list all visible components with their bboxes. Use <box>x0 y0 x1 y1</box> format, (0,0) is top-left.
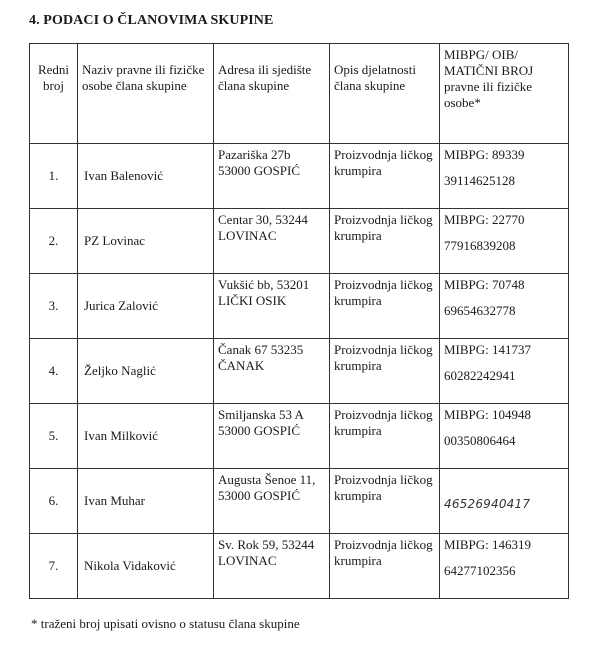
row-number: 3. <box>30 274 78 339</box>
member-ids <box>440 534 569 599</box>
section-heading: 4. PODACI O ČLANOVIMA SKUPINE <box>29 13 274 28</box>
member-name: Ivan Milković <box>78 404 214 469</box>
member-ids <box>440 274 569 339</box>
member-activity: Proizvodnja ličkog krumpira <box>330 209 440 274</box>
oib-number: 69654632778 <box>444 303 516 318</box>
member-activity: Proizvodnja ličkog krumpira <box>330 144 440 209</box>
mibpg-number: MIBPG: 70748 <box>444 277 525 292</box>
member-ids <box>440 209 569 274</box>
oib-number: 77916839208 <box>444 238 516 253</box>
member-address: Vukšić bb, 53201 LIČKI OSIK <box>214 274 330 339</box>
header-adresa: Adresa ili sjedište člana skupine <box>214 44 330 144</box>
member-name: Ivan Balenović <box>78 144 214 209</box>
member-activity: Proizvodnja ličkog krumpira <box>330 534 440 599</box>
table-row <box>30 209 569 274</box>
table-header-row <box>30 44 569 144</box>
oib-number: 60282242941 <box>444 368 516 383</box>
member-address: Čanak 67 53235 ČANAK <box>214 339 330 404</box>
member-address: Smiljanska 53 A 53000 GOSPIĆ <box>214 404 330 469</box>
row-number: 2. <box>30 209 78 274</box>
member-address: Sv. Rok 59, 53244 LOVINAC <box>214 534 330 599</box>
row-number: 6. <box>30 469 78 534</box>
row-number: 1. <box>30 144 78 209</box>
member-name: Ivan Muhar <box>78 469 214 534</box>
oib-number: 64277102356 <box>444 563 516 578</box>
member-activity: Proizvodnja ličkog krumpira <box>330 339 440 404</box>
table-row <box>30 404 569 469</box>
member-name: Željko Naglić <box>78 339 214 404</box>
row-number: 5. <box>30 404 78 469</box>
table-row <box>30 339 569 404</box>
mibpg-number: MIBPG: 22770 <box>444 212 525 227</box>
oib-number: 46526940417 <box>444 497 531 511</box>
oib-number: 39114625128 <box>444 173 516 188</box>
member-name: Jurica Zalović <box>78 274 214 339</box>
table-row <box>30 469 569 534</box>
member-activity: Proizvodnja ličkog krumpira <box>330 469 440 534</box>
member-ids <box>440 404 569 469</box>
member-ids <box>440 144 569 209</box>
header-mibpg: MIBPG/ OIB/ MATIČNI BROJ pravne ili fizičke osobe* <box>440 44 569 144</box>
table-row <box>30 144 569 209</box>
member-ids <box>440 339 569 404</box>
table-row <box>30 534 569 599</box>
header-naziv: Naziv pravne ili fizičke osobe člana skupine <box>78 44 214 144</box>
header-redni-broj: Redni broj <box>30 44 78 144</box>
member-address: Pazariška 27b 53000 GOSPIĆ <box>214 144 330 209</box>
member-name: PZ Lovinac <box>78 209 214 274</box>
member-ids <box>440 469 569 534</box>
mibpg-number: MIBPG: 146319 <box>444 537 532 552</box>
member-activity: Proizvodnja ličkog krumpira <box>330 404 440 469</box>
row-number: 7. <box>30 534 78 599</box>
member-address: Centar 30, 53244 LOVINAC <box>214 209 330 274</box>
mibpg-number: MIBPG: 141737 <box>444 342 532 357</box>
mibpg-number: MIBPG: 104948 <box>444 407 532 422</box>
footnote: * traženi broj upisati ovisno o statusu člana skupine <box>31 616 300 631</box>
members-table <box>29 43 569 599</box>
member-name: Nikola Vidaković <box>78 534 214 599</box>
oib-number: 00350806464 <box>444 433 516 448</box>
row-number: 4. <box>30 339 78 404</box>
table-row <box>30 274 569 339</box>
member-address: Augusta Šenoe 11, 53000 GOSPIĆ <box>214 469 330 534</box>
member-activity: Proizvodnja ličkog krumpira <box>330 274 440 339</box>
header-opis: Opis djelatnosti člana skupine <box>330 44 440 144</box>
mibpg-number: MIBPG: 89339 <box>444 147 525 162</box>
